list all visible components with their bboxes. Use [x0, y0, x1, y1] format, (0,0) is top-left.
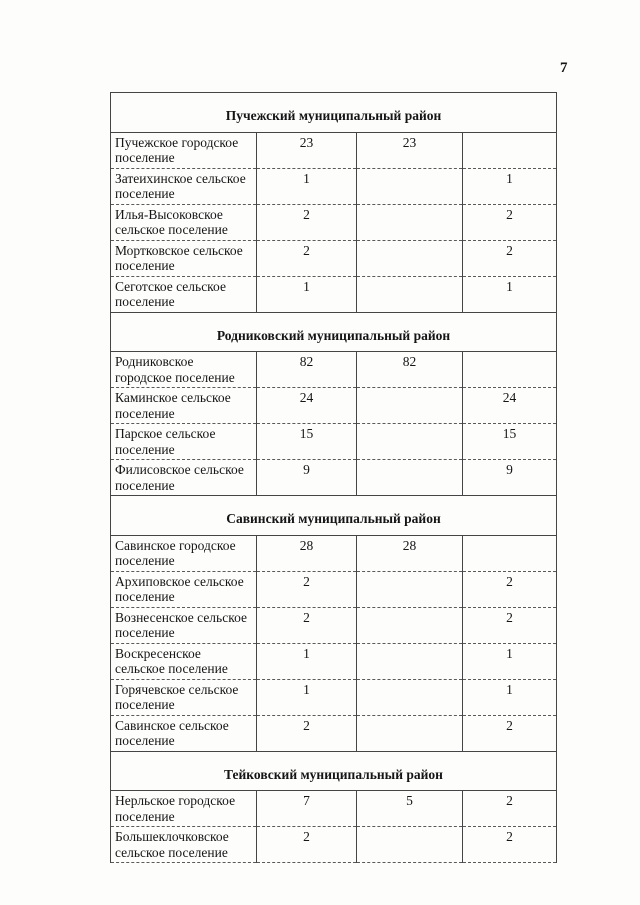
value-cell: 82 [357, 352, 463, 388]
value-cell: 1 [257, 276, 357, 312]
table-row [111, 204, 557, 240]
section-title: Савинский муниципальный район [111, 496, 557, 536]
settlement-name-cell: Родниковское городское поселение [111, 352, 257, 388]
value-cell [357, 388, 463, 424]
settlement-name-cell: Пучежское городское поселение [111, 132, 257, 168]
table-row [111, 679, 557, 715]
value-cell [357, 276, 463, 312]
settlement-name-cell: Горячевское сельское поселение [111, 679, 257, 715]
value-cell [357, 643, 463, 679]
value-cell: 1 [463, 276, 557, 312]
settlement-name-cell: Савинское городское поселение [111, 535, 257, 571]
settlement-name-cell: Вознесенское сельское поселение [111, 607, 257, 643]
value-cell: 9 [463, 460, 557, 496]
settlement-name-cell: Илья-Высоковское сельское поселение [111, 204, 257, 240]
value-cell: 15 [257, 424, 357, 460]
value-cell: 2 [257, 204, 357, 240]
value-cell: 2 [257, 571, 357, 607]
value-cell: 28 [357, 535, 463, 571]
value-cell: 2 [463, 827, 557, 863]
table-row [111, 571, 557, 607]
value-cell [357, 240, 463, 276]
settlement-name-cell: Парское сельское поселение [111, 424, 257, 460]
settlement-name-cell: Нерльское городское поселение [111, 791, 257, 827]
settlements-table [110, 92, 557, 863]
value-cell: 2 [463, 791, 557, 827]
value-cell: 1 [463, 643, 557, 679]
section-header-row [111, 93, 557, 133]
value-cell: 1 [257, 643, 357, 679]
value-cell: 15 [463, 424, 557, 460]
value-cell: 1 [257, 679, 357, 715]
table-row [111, 276, 557, 312]
value-cell: 2 [257, 715, 357, 751]
table-row [111, 791, 557, 827]
settlement-name-cell: Затеихинское сельское поселение [111, 168, 257, 204]
value-cell: 1 [463, 679, 557, 715]
settlement-name-cell: Филисовское сельское поселение [111, 460, 257, 496]
value-cell: 1 [257, 168, 357, 204]
value-cell: 28 [257, 535, 357, 571]
value-cell [463, 352, 557, 388]
section-title: Пучежский муниципальный район [111, 93, 557, 133]
table-row [111, 827, 557, 863]
settlement-name-cell: Архиповское сельское поселение [111, 571, 257, 607]
value-cell: 1 [463, 168, 557, 204]
value-cell: 2 [463, 240, 557, 276]
section-title: Тейковский муниципальный район [111, 751, 557, 791]
value-cell [357, 204, 463, 240]
value-cell: 82 [257, 352, 357, 388]
table-row [111, 535, 557, 571]
value-cell: 24 [257, 388, 357, 424]
value-cell: 24 [463, 388, 557, 424]
table-row [111, 607, 557, 643]
page-number: 7 [560, 60, 568, 76]
value-cell: 2 [257, 607, 357, 643]
value-cell: 23 [357, 132, 463, 168]
value-cell [463, 535, 557, 571]
value-cell: 7 [257, 791, 357, 827]
section-title: Родниковский муниципальный район [111, 312, 557, 352]
table-row [111, 240, 557, 276]
settlement-name-cell: Савинское сельское поселение [111, 715, 257, 751]
value-cell [357, 607, 463, 643]
table-row [111, 715, 557, 751]
value-cell: 5 [357, 791, 463, 827]
table-row [111, 388, 557, 424]
table-row [111, 424, 557, 460]
settlement-name-cell: Сеготское сельское поселение [111, 276, 257, 312]
value-cell: 2 [463, 204, 557, 240]
value-cell: 2 [257, 827, 357, 863]
table-row [111, 460, 557, 496]
value-cell [357, 424, 463, 460]
settlement-name-cell: Мортковское сельское поселение [111, 240, 257, 276]
section-header-row [111, 751, 557, 791]
value-cell [463, 132, 557, 168]
value-cell [357, 679, 463, 715]
value-cell: 9 [257, 460, 357, 496]
value-cell [357, 168, 463, 204]
value-cell [357, 460, 463, 496]
value-cell [357, 715, 463, 751]
value-cell [357, 571, 463, 607]
table-row [111, 352, 557, 388]
table-row [111, 643, 557, 679]
value-cell: 2 [257, 240, 357, 276]
table-row [111, 132, 557, 168]
settlement-name-cell: Каминское сельское поселение [111, 388, 257, 424]
table-row [111, 168, 557, 204]
value-cell: 23 [257, 132, 357, 168]
section-header-row [111, 312, 557, 352]
value-cell [357, 827, 463, 863]
settlement-name-cell: Большеклочковское сельское поселение [111, 827, 257, 863]
section-header-row [111, 496, 557, 536]
settlement-name-cell: Воскресенское сельское поселение [111, 643, 257, 679]
value-cell: 2 [463, 715, 557, 751]
value-cell: 2 [463, 607, 557, 643]
value-cell: 2 [463, 571, 557, 607]
